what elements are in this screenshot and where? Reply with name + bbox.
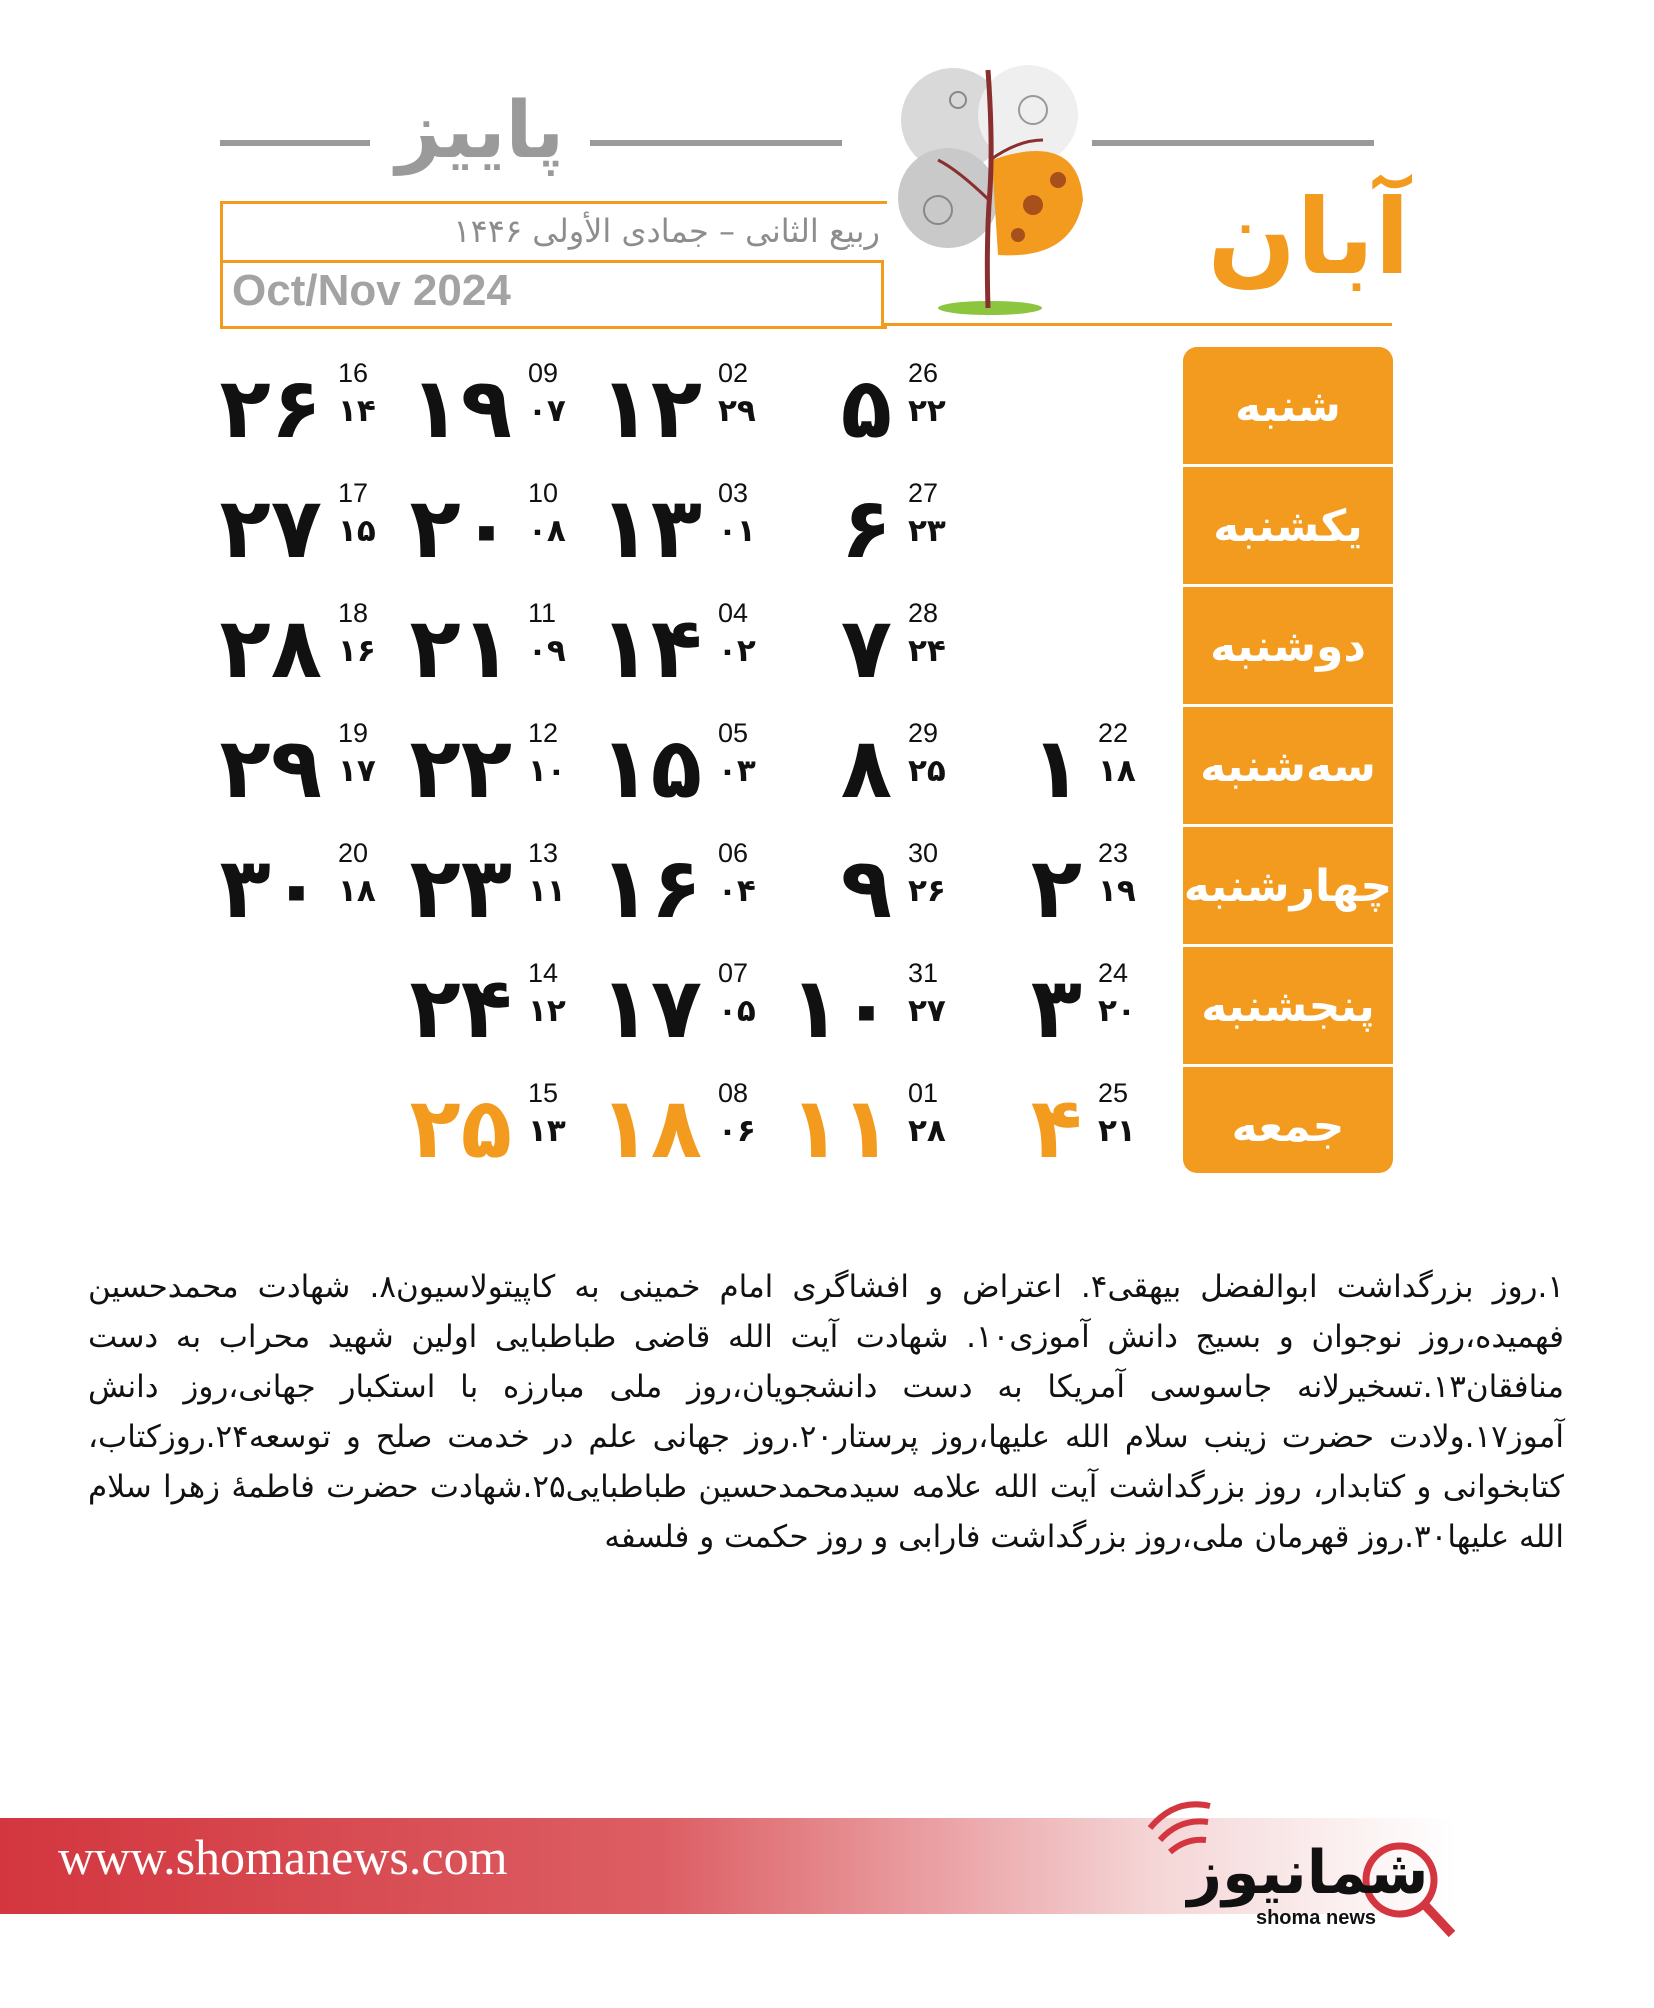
gregorian-day: 17 xyxy=(338,478,369,508)
hijri-day: ۲۳ xyxy=(908,513,946,549)
hijri-day: ۰۲ xyxy=(718,633,756,669)
hijri-day: ۰۴ xyxy=(718,873,756,909)
gregorian-day: 27 xyxy=(908,478,939,508)
gregorian-day: 15 xyxy=(528,1078,559,1108)
gregorian-day: 22 xyxy=(1098,718,1129,748)
weekday-label: چهارشنبه xyxy=(1183,860,1393,912)
jalali-day: ۲۴ xyxy=(409,959,512,1057)
hijri-day: ۱۹ xyxy=(1098,873,1136,909)
hijri-day: ۰۶ xyxy=(718,1113,756,1149)
gregorian-day: 12 xyxy=(528,718,559,748)
hijri-day: ۱۸ xyxy=(338,873,376,909)
day-cell xyxy=(409,352,600,470)
day-cell xyxy=(599,472,790,590)
hijri-day: ۲۵ xyxy=(908,753,946,789)
gregorian-day: 23 xyxy=(1098,838,1129,868)
jalali-day: ۲۹ xyxy=(219,719,322,817)
day-cell xyxy=(219,832,410,950)
hijri-day: ۱۱ xyxy=(528,873,566,909)
day-cell xyxy=(599,1072,790,1190)
gregorian-day: 04 xyxy=(718,598,749,628)
hijri-day: ۱۳ xyxy=(528,1113,566,1149)
hijri-day: ۱۴ xyxy=(338,393,376,429)
shomanews-logo xyxy=(1130,1788,1460,1938)
hijri-day: ۲۴ xyxy=(908,633,946,669)
day-cell xyxy=(1000,952,1170,1070)
jalali-day: ۳ xyxy=(1030,959,1082,1057)
jalali-day: ۱۰ xyxy=(789,959,892,1057)
gregorian-day: 16 xyxy=(338,358,369,388)
jalali-day: ۲۳ xyxy=(409,839,512,937)
month-underline xyxy=(884,323,1392,326)
day-cell xyxy=(219,592,410,710)
hijri-day: ۱۰ xyxy=(528,753,566,789)
jalali-day: ۲۸ xyxy=(219,599,322,697)
day-cell xyxy=(219,712,410,830)
hijri-day: ۲۲ xyxy=(908,393,946,429)
gregorian-day: 08 xyxy=(718,1078,749,1108)
day-cell xyxy=(219,352,410,470)
gregorian-day: 18 xyxy=(338,598,369,628)
jalali-day: ۳۰ xyxy=(219,839,322,937)
jalali-day: ۷ xyxy=(840,599,892,697)
gregorian-day: 09 xyxy=(528,358,559,388)
gregorian-months-label: Oct/Nov 2024 xyxy=(232,266,511,315)
gregorian-day: 19 xyxy=(338,718,369,748)
header-rule-middle xyxy=(590,140,842,146)
day-cell xyxy=(599,712,790,830)
day-cell xyxy=(219,472,410,590)
day-cell xyxy=(409,472,600,590)
day-cell xyxy=(599,832,790,950)
weekday-label: یکشنبه xyxy=(1213,500,1363,552)
gregorian-day: 13 xyxy=(528,838,559,868)
jalali-day: ۴ xyxy=(1030,1079,1082,1177)
hijri-day: ۲۰ xyxy=(1098,993,1136,1029)
gregorian-day: 10 xyxy=(528,478,559,508)
date-info-right-border xyxy=(881,260,884,326)
hijri-day: ۰۸ xyxy=(528,513,566,549)
jalali-day: ۲۷ xyxy=(219,479,322,577)
gregorian-day: 01 xyxy=(908,1078,939,1108)
weekday-label: جمعه xyxy=(1231,1100,1345,1152)
hijri-day: ۰۷ xyxy=(528,393,566,429)
hijri-day: ۱۶ xyxy=(338,633,376,669)
gregorian-day: 11 xyxy=(528,598,557,628)
jalali-day: ۲۱ xyxy=(409,599,512,697)
day-cell xyxy=(810,832,980,950)
weekday-column xyxy=(1183,347,1393,1173)
jalali-day: ۱۹ xyxy=(409,359,512,457)
day-cell xyxy=(409,592,600,710)
gregorian-day: 02 xyxy=(718,358,749,388)
gregorian-day: 25 xyxy=(1098,1078,1129,1108)
gregorian-day: 05 xyxy=(718,718,749,748)
hijri-day: ۲۶ xyxy=(908,873,946,909)
day-cell xyxy=(599,592,790,710)
jalali-day: ۹ xyxy=(840,839,892,937)
hijri-day: ۰۱ xyxy=(718,513,756,549)
day-cell xyxy=(810,472,980,590)
jalali-day: ۲۵ xyxy=(409,1079,512,1177)
jalali-day: ۲۶ xyxy=(219,359,322,457)
gregorian-day: 20 xyxy=(338,838,369,868)
jalali-day: ۱۲ xyxy=(599,359,702,457)
hijri-day: ۰۳ xyxy=(718,753,756,789)
hijri-day: ۰۵ xyxy=(718,993,756,1029)
jalali-day: ۶ xyxy=(840,479,892,577)
gregorian-day: 06 xyxy=(718,838,749,868)
svg-text:شمانیوز: شمانیوز xyxy=(1187,1838,1429,1908)
gregorian-day: 14 xyxy=(528,958,559,988)
jalali-day: ۲۰ xyxy=(409,479,512,577)
hijri-months-label: ربیع الثانی – جمادی الأولی ۱۴۴۶ xyxy=(453,212,880,250)
day-cell xyxy=(409,712,600,830)
weekday-label: دوشنبه xyxy=(1210,620,1366,672)
header-rule-right xyxy=(1092,140,1374,146)
jalali-day: ۱۶ xyxy=(599,839,702,937)
jalali-day: ۱۷ xyxy=(599,959,702,1057)
four-seasons-tree-icon xyxy=(868,40,1108,320)
svg-text:shoma news: shoma news xyxy=(1255,1907,1377,1929)
gregorian-day: 31 xyxy=(908,958,939,988)
season-title: پاییز xyxy=(395,86,565,176)
jalali-day: ۱۵ xyxy=(599,719,702,817)
month-title: آبان xyxy=(1207,176,1410,298)
day-cell xyxy=(789,1072,980,1190)
day-cell xyxy=(409,832,600,950)
events-text: ۱.روز بزرگداشت ابوالفضل بیهقی۴. اعتراض و افشاگری امام خمینی به کاپیتولاسیون۸. شهادت محمدحسین فهمیده،روز نوجوان و بسیج دانش آموزی۱۰. شهادت آیت الله قاضی طباطبایی اولین شهید محراب به دست منافقان۱۳.تسخیرلانه جاسوسی آمریکا به دست دانشجویان،روز ملی مبارزه با استکبار جهانی،روز دانش آموز۱۷.ولادت حضرت زینب سلام الله علیها،روز پرستار۲۰.روز جهانی علم در خدمت صلح و توسعه۲۴.روزکتاب، کتابخوانی و کتابدار، روز بزرگداشت آیت الله علامه سیدمحمدحسین طباطبایی۲۵.شهادت حضرت فاطمهٔ زهرا سلام الله علیها۳۰.روز قهرمان ملی،روز بزرگداشت فارابی و روز حکمت و فلسفه xyxy=(88,1269,1565,1555)
day-cell xyxy=(409,1072,600,1190)
hijri-day: ۱۸ xyxy=(1098,753,1136,789)
day-cell xyxy=(810,352,980,470)
day-cell xyxy=(789,952,980,1070)
website-link[interactable]: www.shomanews.com xyxy=(58,1829,508,1885)
hijri-day: ۰۹ xyxy=(528,633,566,669)
hijri-day: ۲۷ xyxy=(908,993,946,1029)
gregorian-day: 30 xyxy=(908,838,939,868)
day-cell xyxy=(599,952,790,1070)
header-rule-left xyxy=(220,140,370,146)
weekday-label: سه‌شنبه xyxy=(1200,740,1376,792)
gregorian-day: 26 xyxy=(908,358,939,388)
jalali-day: ۱۸ xyxy=(599,1079,702,1177)
jalali-day: ۱۴ xyxy=(599,599,702,697)
hijri-day: ۲۹ xyxy=(718,393,756,429)
jalali-day: ۱ xyxy=(1030,719,1082,817)
hijri-day: ۲۸ xyxy=(908,1113,946,1149)
gregorian-day: 29 xyxy=(908,718,939,748)
jalali-day: ۲ xyxy=(1030,839,1082,937)
gregorian-day: 28 xyxy=(908,598,939,628)
hijri-day: ۱۲ xyxy=(528,993,566,1029)
hijri-day: ۲۱ xyxy=(1098,1113,1136,1149)
day-cell xyxy=(810,712,980,830)
gregorian-day: 03 xyxy=(718,478,749,508)
jalali-day: ۵ xyxy=(840,359,892,457)
day-cell xyxy=(1000,712,1170,830)
day-cell xyxy=(1000,832,1170,950)
jalali-day: ۱۱ xyxy=(789,1079,892,1177)
day-cell xyxy=(810,592,980,710)
day-cell xyxy=(599,352,790,470)
weekday-label: شنبه xyxy=(1235,380,1341,432)
day-cell xyxy=(409,952,600,1070)
hijri-day: ۱۵ xyxy=(338,513,376,549)
date-info-divider xyxy=(220,260,884,263)
gregorian-day: 07 xyxy=(718,958,749,988)
jalali-day: ۲۲ xyxy=(409,719,512,817)
jalali-day: ۱۳ xyxy=(599,479,702,577)
hijri-day: ۱۷ xyxy=(338,753,376,789)
jalali-day: ۸ xyxy=(840,719,892,817)
day-cell xyxy=(1000,1072,1170,1190)
weekday-label: پنجشنبه xyxy=(1201,980,1375,1032)
gregorian-day: 24 xyxy=(1098,958,1129,988)
